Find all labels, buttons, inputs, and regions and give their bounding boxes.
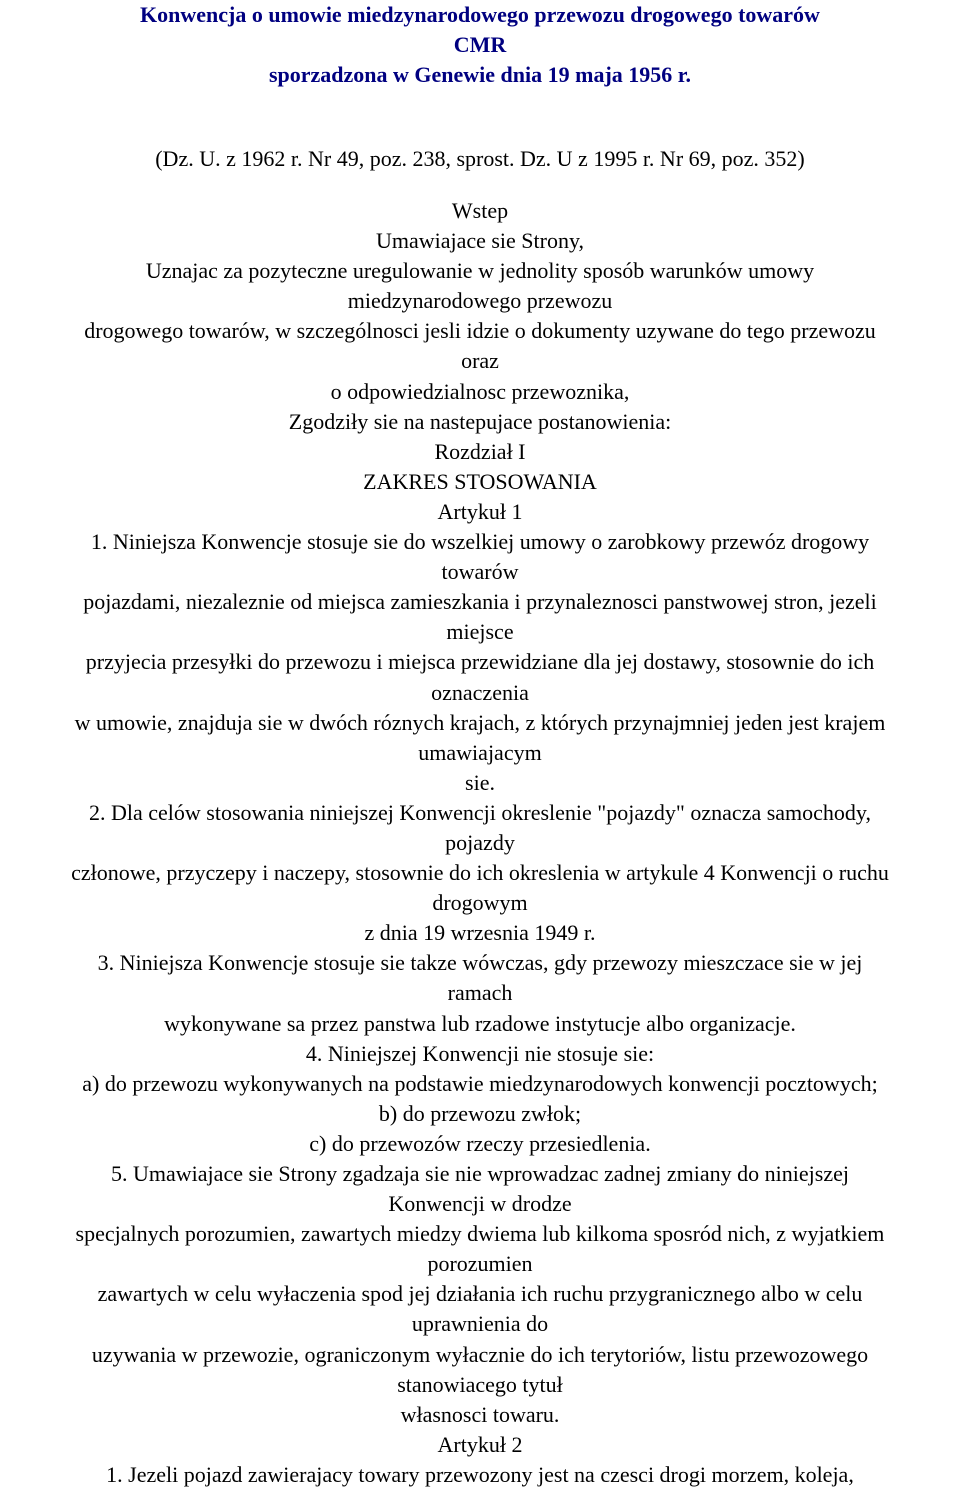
text-line: drogowego towarów, w szczególnosci jesli idzie o dokumenty uzywane do tego przewozu bbox=[84, 318, 876, 344]
text-line: pojazdami, niezaleznie od miejsca zamieszkania i przynaleznosci panstwowej stron, jezeli bbox=[83, 589, 877, 615]
publication-reference: (Dz. U. z 1962 r. Nr 49, poz. 238, sprost. Dz. U z 1995 r. Nr 69, poz. 352) bbox=[155, 146, 805, 171]
text-line: miedzynarodowego przewozu bbox=[347, 288, 613, 314]
text-line: wykonywane sa przez panstwa lub rzadowe instytucje albo organizacje. bbox=[164, 1010, 796, 1036]
title-line-2: CMR bbox=[453, 32, 507, 57]
text-line: oraz bbox=[461, 348, 499, 374]
text-line: a) do przewozu wykonywanych na podstawie miedzynarodowych konwencji pocztowych; bbox=[82, 1070, 878, 1096]
text-line: 1. Jezeli pojazd zawierajacy towary przewozony jest na czesci drogi morzem, koleja, bbox=[106, 1461, 854, 1487]
heading-wstep: Wstep bbox=[451, 198, 509, 223]
title-line-1: Konwencja o umowie miedzynarodowego przewozu drogowego towarów bbox=[140, 2, 820, 27]
text-line: miejsce bbox=[446, 619, 514, 645]
text-line: oznaczenia bbox=[431, 679, 529, 705]
text-line: członowe, przyczepy i naczepy, stosownie do ich okreslenia w artykule 4 Konwencji o ruchu bbox=[71, 860, 889, 886]
chapter-title: ZAKRES STOSOWANIA bbox=[363, 468, 597, 494]
text-line: 3. Niniejsza Konwencje stosuje sie takze wówczas, gdy przewozy mieszczace sie w jej bbox=[97, 950, 863, 976]
text-line: towarów bbox=[441, 559, 519, 585]
text-line: zawartych w celu wyłaczenia spod jej działania ich ruchu przygranicznego albo w celu bbox=[97, 1281, 863, 1307]
text-line: c) do przewozów rzeczy przesiedlenia. bbox=[309, 1130, 651, 1156]
text-line: z dnia 19 wrzesnia 1949 r. bbox=[364, 920, 596, 946]
text-line: porozumien bbox=[427, 1251, 533, 1277]
text-line: pojazdy bbox=[445, 829, 515, 855]
chapter-heading: Rozdział I bbox=[434, 438, 526, 464]
text-line: 2. Dla celów stosowania niniejszej Konwencji okreslenie "pojazdy" oznacza samochody, bbox=[89, 799, 871, 825]
text-line: stanowiacego tytuł bbox=[397, 1371, 563, 1397]
text-line: 4. Niniejszej Konwencji nie stosuje sie: bbox=[305, 1040, 655, 1066]
text-line: b) do przewozu zwłok; bbox=[378, 1100, 582, 1126]
text-line: przyjecia przesyłki do przewozu i miejsca przewidziane dla jej dostawy, stosownie do ich bbox=[85, 649, 875, 675]
text-line: umawiajacym bbox=[418, 739, 542, 765]
text-line: 1. Niniejsza Konwencje stosuje sie do wszelkiej umowy o zarobkowy przewóz drogowy bbox=[90, 529, 870, 555]
text-line: sie. bbox=[465, 769, 495, 795]
text-line: własnosci towaru. bbox=[400, 1401, 560, 1427]
text-line: 5. Umawiajace sie Strony zgadzaja sie nie wprowadzac zadnej zmiany do niniejszej bbox=[111, 1161, 849, 1186]
text-line: w umowie, znajduja sie w dwóch róznych krajach, z których przynajmniej jeden jest krajem bbox=[74, 709, 886, 735]
text-line: uzywania w przewozie, ograniczonym wyłacznie do ich terytoriów, listu przewozowego bbox=[91, 1341, 869, 1367]
document-title bbox=[0, 0, 960, 90]
text-line: Uznajac za pozyteczne uregulowanie w jednolity sposób warunków umowy bbox=[145, 258, 815, 284]
document-body bbox=[0, 196, 960, 1490]
text-line: ramach bbox=[447, 980, 513, 1006]
article-heading: Artykuł 2 bbox=[437, 1431, 523, 1457]
article-heading: Artykuł 1 bbox=[437, 498, 523, 524]
text-line: drogowym bbox=[432, 890, 528, 916]
text-line: Umawiajace sie Strony, bbox=[375, 228, 585, 254]
text-line: specjalnych porozumien, zawartych miedzy dwiema lub kilkoma sposród nich, z wyjatkiem bbox=[75, 1221, 885, 1247]
text-line: o odpowiedzialnosc przewoznika, bbox=[330, 378, 630, 404]
text-line: uprawnienia do bbox=[411, 1311, 549, 1337]
title-line-3: sporzadzona w Genewie dnia 19 maja 1956 r. bbox=[268, 62, 692, 87]
text-line: Zgodziły sie na nastepujace postanowienia: bbox=[288, 408, 672, 434]
text-line: Konwencji w drodze bbox=[388, 1191, 572, 1217]
